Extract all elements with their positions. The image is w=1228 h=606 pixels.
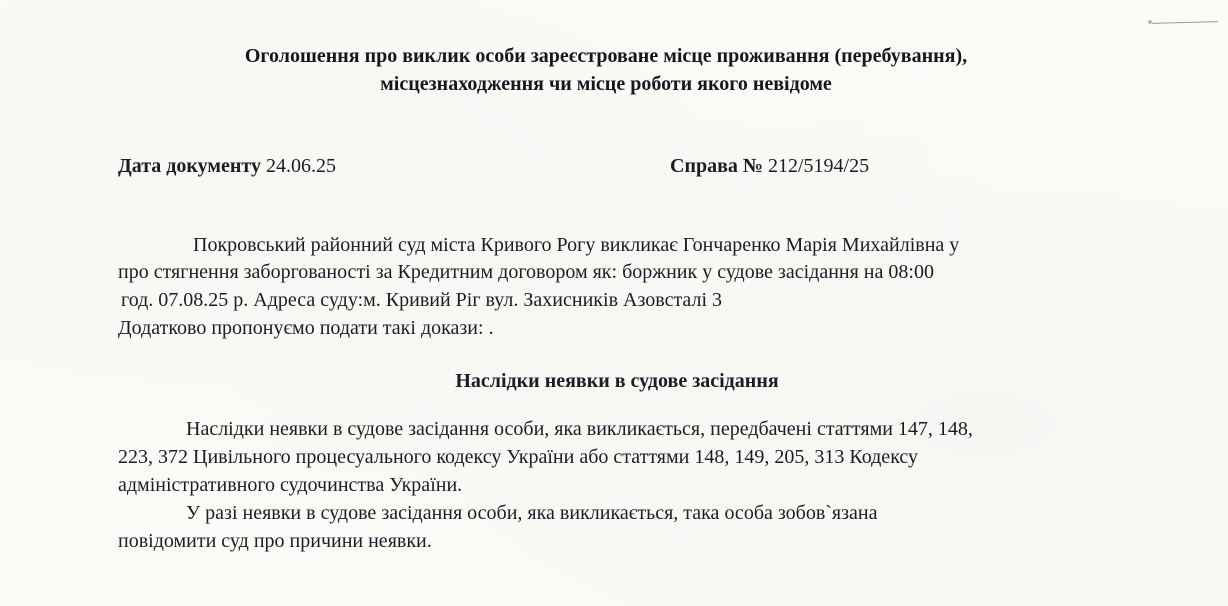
consequences-para1-line-3: адміністративного судочинства України. [118, 474, 463, 496]
document-date-value: 24.06.25 [266, 155, 336, 177]
case-number-value: 212/5194/25 [768, 155, 870, 177]
case-number-label: Справа № [670, 155, 763, 177]
consequences-para1-line-1: Наслідки неявки в судове засідання особи, яка викликається, передбачені статтями 147, 148, [186, 418, 973, 440]
consequences-para2-line-1: У разі неявки в судове засідання особи, яка викликається, така особа зобов`язана [186, 502, 878, 524]
summons-text-line-3: год. 07.08.25 р. Адреса суду:м. Кривий Ріг вул. Захисників Азовсталі 3 [121, 289, 723, 311]
evidence-request-line: Додатково пропонуємо подати такі докази: . [118, 317, 494, 339]
scan-artifact-dot [1148, 20, 1152, 24]
case-number [670, 153, 869, 179]
document-title-line-1: Оголошення про виклик особи зареєстроване місце проживання (перебування), [244, 45, 968, 67]
document-date [118, 153, 336, 179]
summons-text-line-2: про стягнення заборгованості за Кредитним договором як: боржник у судове засідання на 08:00 [118, 261, 934, 283]
summons-text-line-1: Покровський районний суд міста Кривого Рогу викликає Гончаренко Марія Михайлівна у [193, 234, 960, 256]
consequences-para2-line-2: повідомити суд про причини неявки. [118, 530, 432, 552]
consequences-heading: Наслідки неявки в судове засідання [455, 370, 779, 392]
consequences-para1-line-2: 223, 372 Цивільного процесуального кодексу України або статтями 148, 149, 205, 313 Кодексу [118, 446, 919, 468]
document-title-line-2: місцезнаходження чи місце роботи якого невідоме [380, 73, 832, 95]
document-date-label: Дата документу [118, 155, 261, 177]
scan-artifact-line [1152, 21, 1218, 24]
